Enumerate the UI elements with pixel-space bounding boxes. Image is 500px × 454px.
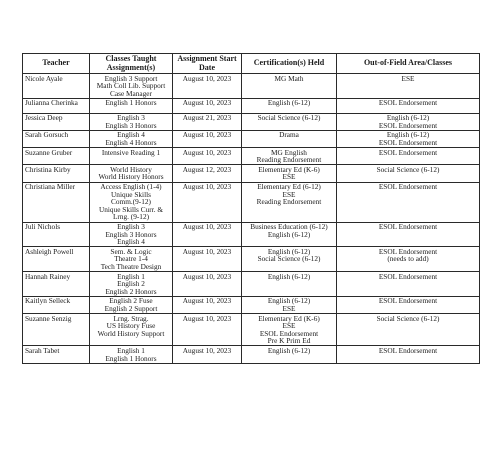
- class-line: English 3 Honors: [105, 120, 157, 130]
- teacher-name: Suzanne Gruber: [23, 148, 90, 165]
- oof-line: ESE: [401, 73, 415, 83]
- out-of-field-table: [22, 53, 480, 364]
- certifications-cell: [242, 346, 337, 363]
- cert-line: Elementary Ed (K-6): [258, 313, 320, 323]
- out-of-field-cell: [337, 296, 480, 313]
- cert-line: Elementary Ed (6-12): [257, 182, 321, 192]
- oof-line: ESOL Endorsement: [378, 271, 438, 281]
- table-row: [23, 222, 480, 247]
- header-classes: Classes Taught Assignment(s): [90, 54, 173, 74]
- teacher-name: Nicole Ayale: [23, 74, 90, 99]
- start-date: August 10, 2023: [173, 314, 242, 346]
- cert-line: ESOL Endorsement: [259, 328, 319, 338]
- class-line: Unique Skills: [111, 189, 151, 199]
- cert-line: ESE: [282, 172, 296, 182]
- table-row: [23, 296, 480, 313]
- cert-line: English (6-12): [267, 345, 311, 355]
- class-line: World History Support: [97, 328, 165, 338]
- classes-cell: [90, 296, 173, 313]
- class-line: Access English (1-4): [100, 182, 162, 192]
- table-row: [23, 113, 480, 130]
- teacher-name: Julianna Cherinka: [23, 98, 90, 113]
- out-of-field-cell: [337, 74, 480, 99]
- teacher-name: Jessica Deep: [23, 113, 90, 130]
- classes-cell: [90, 314, 173, 346]
- cert-line: Reading Endorsement: [256, 197, 322, 207]
- certifications-cell: [242, 182, 337, 222]
- cert-line: English (6-12): [267, 229, 311, 239]
- class-line: Theatre 1-4: [114, 254, 148, 264]
- start-date: August 10, 2023: [173, 272, 242, 297]
- class-line: Sem. & Logic: [110, 246, 152, 256]
- class-line: English 1 Honors: [105, 98, 157, 108]
- out-of-field-cell: [337, 182, 480, 222]
- teacher-name: Christiana Miller: [23, 182, 90, 222]
- certifications-cell: [242, 74, 337, 99]
- header-certifications: Certification(s) Held: [242, 54, 337, 74]
- cert-line: English (6-12): [267, 98, 311, 108]
- classes-cell: [90, 148, 173, 165]
- start-date: August 10, 2023: [173, 148, 242, 165]
- classes-cell: [90, 98, 173, 113]
- out-of-field-cell: [337, 130, 480, 147]
- classes-cell: [90, 247, 173, 272]
- teacher-name: Kaitlyn Selleck: [23, 296, 90, 313]
- table-row: [23, 74, 480, 99]
- document-page: [22, 53, 479, 364]
- certifications-cell: [242, 130, 337, 147]
- table-row: [23, 247, 480, 272]
- class-line: English 1: [117, 345, 145, 355]
- class-line: English 2 Support: [104, 303, 158, 313]
- cert-line: English (6-12): [267, 271, 311, 281]
- classes-cell: [90, 272, 173, 297]
- class-line: English 3: [117, 113, 145, 123]
- oof-line: ESOL Endorsement: [378, 222, 438, 231]
- cert-line: Business Education (6-12): [250, 222, 328, 231]
- certifications-cell: [242, 296, 337, 313]
- start-date: August 10, 2023: [173, 74, 242, 99]
- out-of-field-cell: [337, 346, 480, 363]
- class-line: Tech Theatre Design: [100, 261, 162, 271]
- header-teacher: Teacher: [23, 54, 90, 74]
- classes-cell: [90, 346, 173, 363]
- cert-line: MG Math: [274, 73, 304, 83]
- oof-line: English (6-12): [386, 113, 430, 123]
- oof-line: ESOL Endorsement: [378, 147, 438, 157]
- class-line: Intensive Reading 1: [101, 147, 161, 157]
- class-line: US History Fuse: [106, 321, 156, 331]
- teacher-name: Ashleigh Powell: [23, 247, 90, 272]
- certifications-cell: [242, 314, 337, 346]
- out-of-field-cell: [337, 148, 480, 165]
- oof-line: ESOL Endorsement: [378, 345, 438, 355]
- class-line: English 4 Honors: [105, 138, 157, 148]
- start-date: August 10, 2023: [173, 296, 242, 313]
- oof-line: (needs to add): [387, 254, 429, 264]
- header-start-date: Assignment Start Date: [173, 54, 242, 74]
- table-row: [23, 148, 480, 165]
- start-date: August 10, 2023: [173, 130, 242, 147]
- table-row: [23, 314, 480, 346]
- out-of-field-cell: [337, 247, 480, 272]
- start-date: August 10, 2023: [173, 98, 242, 113]
- oof-line: ESOL Endorsement: [378, 120, 438, 130]
- cert-line: Reading Endorsement: [256, 155, 322, 165]
- class-line: English 2 Honors: [105, 286, 157, 296]
- oof-line: ESOL Endorsement: [378, 182, 438, 192]
- table-row: [23, 98, 480, 113]
- start-date: August 10, 2023: [173, 182, 242, 222]
- oof-line: English (6-12): [386, 130, 430, 140]
- class-line: English 3: [117, 222, 145, 231]
- table-row: [23, 272, 480, 297]
- classes-cell: [90, 113, 173, 130]
- start-date: August 12, 2023: [173, 165, 242, 182]
- cert-line: MG English: [271, 147, 307, 157]
- class-line: English 2 Fuse: [109, 296, 153, 306]
- oof-line: ESOL Endorsement: [378, 296, 438, 306]
- certifications-cell: [242, 165, 337, 182]
- start-date: August 10, 2023: [173, 247, 242, 272]
- classes-cell: [90, 222, 173, 247]
- table-row: [23, 130, 480, 147]
- out-of-field-cell: [337, 113, 480, 130]
- cert-line: Social Science (6-12): [257, 254, 321, 264]
- class-line: English 2: [117, 279, 145, 289]
- class-line: English 1: [117, 271, 145, 281]
- start-date: August 10, 2023: [173, 222, 242, 247]
- table-body: [23, 74, 480, 364]
- teacher-name: Christina Kirby: [23, 165, 90, 182]
- classes-cell: [90, 165, 173, 182]
- certifications-cell: [242, 247, 337, 272]
- oof-line: ESOL Endorsement: [378, 138, 438, 148]
- class-line: English 1 Honors: [105, 353, 157, 363]
- class-line: Unique Skills Curr. &: [98, 204, 164, 214]
- teacher-name: Sarah Gorsuch: [23, 130, 90, 147]
- class-line: Case Manager: [110, 88, 152, 98]
- class-line: English 3 Honors: [105, 229, 157, 239]
- class-line: World History: [110, 164, 152, 174]
- class-line: Math Coll Lib. Support: [96, 81, 166, 91]
- start-date: August 10, 2023: [173, 346, 242, 363]
- out-of-field-cell: [337, 272, 480, 297]
- certifications-cell: [242, 148, 337, 165]
- certifications-cell: [242, 272, 337, 297]
- teacher-name: Hannah Rainey: [23, 272, 90, 297]
- teacher-name: Juli Nichols: [23, 222, 90, 247]
- table-header-row: [23, 54, 480, 74]
- oof-line: ESOL Endorsement: [378, 98, 438, 108]
- certifications-cell: [242, 98, 337, 113]
- class-line: Lrng. Strag.: [113, 313, 149, 323]
- out-of-field-cell: [337, 314, 480, 346]
- class-line: English 4: [117, 130, 145, 140]
- out-of-field-cell: [337, 165, 480, 182]
- cert-line: ESE: [282, 303, 296, 313]
- teacher-name: Sarah Tabet: [23, 346, 90, 363]
- classes-cell: [90, 182, 173, 222]
- class-line: English 3 Support: [104, 73, 158, 83]
- teacher-name: Suzanne Senzig: [23, 314, 90, 346]
- cert-line: ESE: [282, 321, 296, 331]
- out-of-field-cell: [337, 98, 480, 113]
- cert-line: Social Science (6-12): [257, 113, 321, 123]
- start-date: August 21, 2023: [173, 113, 242, 130]
- table-row: [23, 165, 480, 182]
- class-line: Comm.(9-12): [111, 197, 151, 207]
- class-line: World History Honors: [98, 172, 164, 182]
- classes-cell: [90, 130, 173, 147]
- oof-line: Social Science (6-12): [376, 164, 440, 174]
- certifications-cell: [242, 113, 337, 130]
- class-line: Lrng. (9-12): [112, 212, 150, 222]
- cert-line: English (6-12): [267, 296, 311, 306]
- table-row: [23, 182, 480, 222]
- cert-line: ESE: [282, 189, 296, 199]
- cert-line: Pre K Prim Ed: [267, 336, 311, 346]
- oof-line: Social Science (6-12): [376, 313, 440, 323]
- certifications-cell: [242, 222, 337, 247]
- cert-line: Drama: [279, 130, 299, 140]
- class-line: English 4: [117, 237, 145, 247]
- cert-line: Elementary Ed (K-6): [258, 164, 320, 174]
- header-out-of-field: Out-of-Field Area/Classes: [337, 54, 480, 74]
- out-of-field-cell: [337, 222, 480, 247]
- table-row: [23, 346, 480, 363]
- cert-line: English (6-12): [267, 246, 311, 256]
- classes-cell: [90, 74, 173, 99]
- oof-line: ESOL Endorsement: [378, 246, 438, 256]
